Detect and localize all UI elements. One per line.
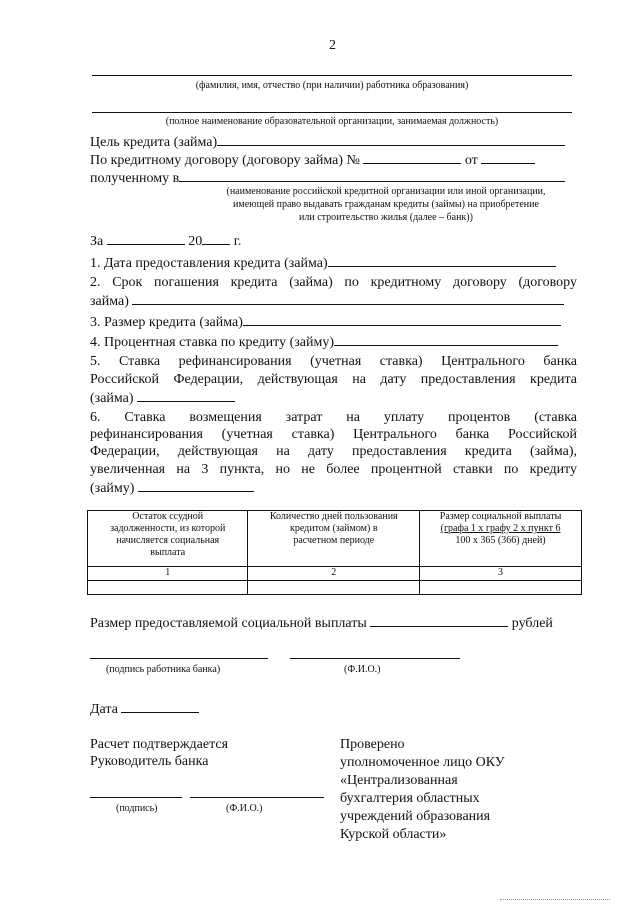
item-6-line2: рефинансирования (учетная ставка) Центрального банка Российской [90, 427, 577, 442]
purpose-label: Цель кредита (займа) [90, 135, 218, 150]
scan-artifact-line [500, 899, 610, 900]
period-for-label: За [90, 234, 104, 249]
table-header-row [88, 511, 582, 567]
payment-amount-field[interactable] [370, 614, 508, 627]
checked-line-1: Проверено [340, 737, 405, 752]
table-cell-balance[interactable] [88, 581, 248, 595]
head-sign-caption: (подпись) [116, 803, 158, 814]
table-header-col2: Количество дней пользования кредитом (займом) в расчетном периоде [248, 511, 420, 567]
item-6-line1: 6. Ставка возмещения затрат на уплату процентов (ставка [90, 410, 577, 425]
checked-line-5: учреждений образования [340, 809, 491, 824]
period-field[interactable] [107, 232, 185, 245]
item-6-line3: Федерации, действующая на дату предоставления кредита (займа), [90, 444, 577, 459]
period-year-field[interactable] [202, 232, 230, 245]
item-6-line5: (займу) [90, 481, 135, 496]
checked-line-3: «Централизованная [340, 773, 458, 788]
interest-rate-field[interactable] [334, 333, 558, 346]
credit-amount-field[interactable] [243, 313, 561, 326]
fio-line [92, 75, 572, 76]
item-5-row [90, 389, 235, 407]
item-5-line1: 5. Ставка рефинансирования (учетная ставка) Центрального банка [90, 354, 577, 369]
purpose-field[interactable] [217, 133, 565, 146]
received-row [90, 169, 565, 187]
bank-caption-3: или строительство жилья (далее – банк)) [299, 212, 473, 223]
date-label: Дата [90, 702, 118, 717]
payment-row [90, 614, 553, 632]
page-number: 2 [329, 38, 336, 53]
repayment-term-field[interactable] [132, 292, 564, 305]
checked-line-2: уполномоченное лицо ОКУ [340, 755, 505, 770]
checked-line-4: бухгалтерия областных [340, 791, 480, 806]
date-field[interactable] [121, 700, 199, 713]
item-3-row [90, 313, 561, 331]
table-header-col3: Размер социальной выплаты (графа 1 х графу 2 х пункт 6 100 х 365 (366) дней) [420, 511, 582, 567]
payment-unit: рублей [511, 616, 553, 631]
period-row [90, 232, 241, 250]
head-fio-caption: (Ф.И.О.) [226, 803, 263, 814]
period-year-label: 20 [188, 234, 203, 249]
org-line [92, 112, 572, 113]
item-2-line1: 2. Срок погашения кредита (займа) по кредитному договору (договору [90, 275, 577, 290]
table-header-col1: Остаток ссудной задолженности, из которой начисляется социальная выплата [88, 511, 248, 567]
contract-number-field[interactable] [363, 151, 461, 164]
compensation-rate-field[interactable] [138, 479, 254, 492]
item-6-row [90, 479, 254, 497]
item-4-row [90, 333, 558, 351]
contract-from-label: от [464, 153, 478, 168]
contract-date-field[interactable] [481, 151, 535, 164]
item-2-line2: займа) [90, 294, 129, 309]
calculation-table [87, 510, 582, 595]
refinancing-rate-field[interactable] [137, 389, 235, 402]
item-1-label: 1. Дата предоставления кредита (займа) [90, 256, 328, 271]
confirm-line-1: Расчет подтверждается [90, 737, 229, 752]
head-fio-line[interactable] [190, 797, 324, 798]
contract-label: По кредитному договору (договору займа) № [90, 153, 360, 168]
bank-worker-fio-line[interactable] [290, 658, 460, 659]
bank-worker-sign-line[interactable] [90, 658, 268, 659]
item-3-label: 3. Размер кредита (займа) [90, 315, 243, 330]
item-6-line4: увеличенная на 3 пункта, но не более процентной ставки по кредиту [90, 462, 577, 477]
item-2-row [90, 292, 564, 310]
bank-worker-sign-caption: (подпись работника банка) [106, 664, 221, 675]
org-caption: (полное наименование образовательной организации, занимаемая должность) [165, 116, 499, 127]
credit-date-field[interactable] [328, 254, 556, 267]
table-num-2: 2 [248, 567, 420, 581]
purpose-row [90, 133, 565, 151]
bank-caption-1: (наименование российской кредитной организации или иной организации, [226, 186, 546, 197]
bank-worker-fio-caption: (Ф.И.О.) [344, 664, 381, 675]
table-num-3: 3 [420, 567, 582, 581]
payment-label: Размер предоставляемой социальной выплаты [90, 616, 367, 631]
table-num-1: 1 [88, 567, 248, 581]
head-sign-line[interactable] [90, 797, 182, 798]
item-4-label: 4. Процентная ставка по кредиту (займу) [90, 335, 334, 350]
checked-line-6: Курской области» [340, 827, 447, 842]
item-5-line3: (займа) [90, 391, 134, 406]
table-cell-days[interactable] [248, 581, 420, 595]
date-row [90, 700, 199, 718]
fio-caption: (фамилия, имя, отчество (при наличии) работника образования) [195, 80, 469, 91]
period-g-label: г. [233, 234, 242, 249]
table-cell-payment[interactable] [420, 581, 582, 595]
bank-name-field[interactable] [179, 169, 565, 182]
confirm-line-2: Руководитель банка [90, 754, 209, 769]
table-number-row [88, 567, 582, 581]
table-row [88, 581, 582, 595]
contract-row [90, 151, 535, 169]
item-1-row [90, 254, 556, 272]
bank-caption-2: имеющей право выдавать гражданам кредиты (займы) на приобретение [233, 199, 539, 210]
item-5-line2: Российской Федерации, действующая на дату предоставления кредита [90, 372, 577, 387]
received-label: полученному в [90, 171, 180, 186]
